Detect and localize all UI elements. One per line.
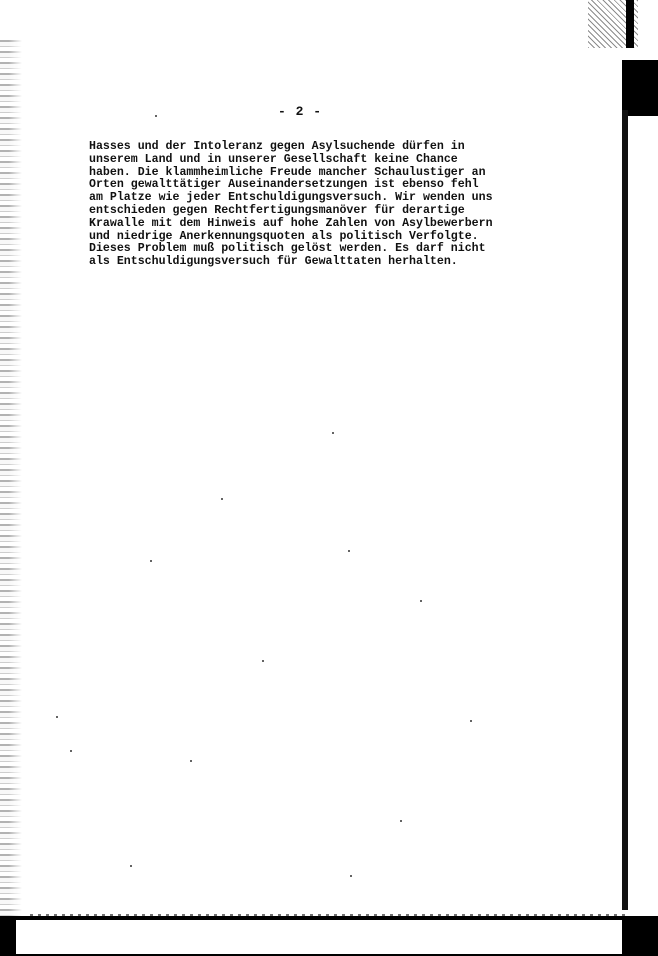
scan-speck (350, 875, 352, 877)
page-number: - 2 - (277, 104, 322, 119)
text-line: entschieden gegen Rechtfertigungsmanöver für derartige (89, 203, 465, 217)
scan-speck (470, 720, 472, 722)
scan-speck (400, 820, 402, 822)
scan-speck (420, 600, 422, 602)
text-line: und niedrige Anerkennungsquoten als politisch Verfolgte. (89, 229, 479, 243)
scan-speck (155, 115, 157, 117)
text-line: Dieses Problem muß politisch gelöst werden. Es darf nicht (89, 242, 486, 256)
scan-speck (150, 560, 152, 562)
scan-edge-bottom-noise (30, 914, 628, 920)
scan-edge-bottom-gap (16, 920, 622, 954)
scan-speck (221, 498, 223, 500)
body-paragraph (89, 141, 529, 269)
scan-speck (332, 432, 334, 434)
text-line: unserem Land und in unserer Gesellschaft keine Chance (89, 152, 458, 166)
text-line: als Entschuldigungsversuch für Gewalttaten herhalten. (89, 255, 458, 269)
scan-speck (348, 550, 350, 552)
scan-speck (56, 716, 58, 718)
text-line: Krawalle mit dem Hinweis auf hohe Zahlen von Asylbewerbern (89, 216, 493, 230)
scan-edge-left (0, 40, 22, 930)
text-line: am Platze wie jeder Entschuldigungsversuch. Wir wenden uns (89, 191, 493, 205)
scan-edge-top-right-bar (626, 0, 634, 48)
scan-speck (130, 865, 132, 867)
scan-speck (262, 660, 264, 662)
scan-edge-right-bar (622, 60, 658, 116)
scan-speck (70, 750, 72, 752)
scan-edge-right-line (622, 110, 628, 910)
text-line: haben. Die klammheimliche Freude mancher Schaulustiger an (89, 165, 486, 179)
text-line: Orten gewalttätiger Auseinandersetzungen ist ebenso fehl (89, 178, 479, 192)
text-line: Hasses und der Intoleranz gegen Asylsuchende dürfen in (89, 140, 465, 153)
scan-speck (190, 760, 192, 762)
